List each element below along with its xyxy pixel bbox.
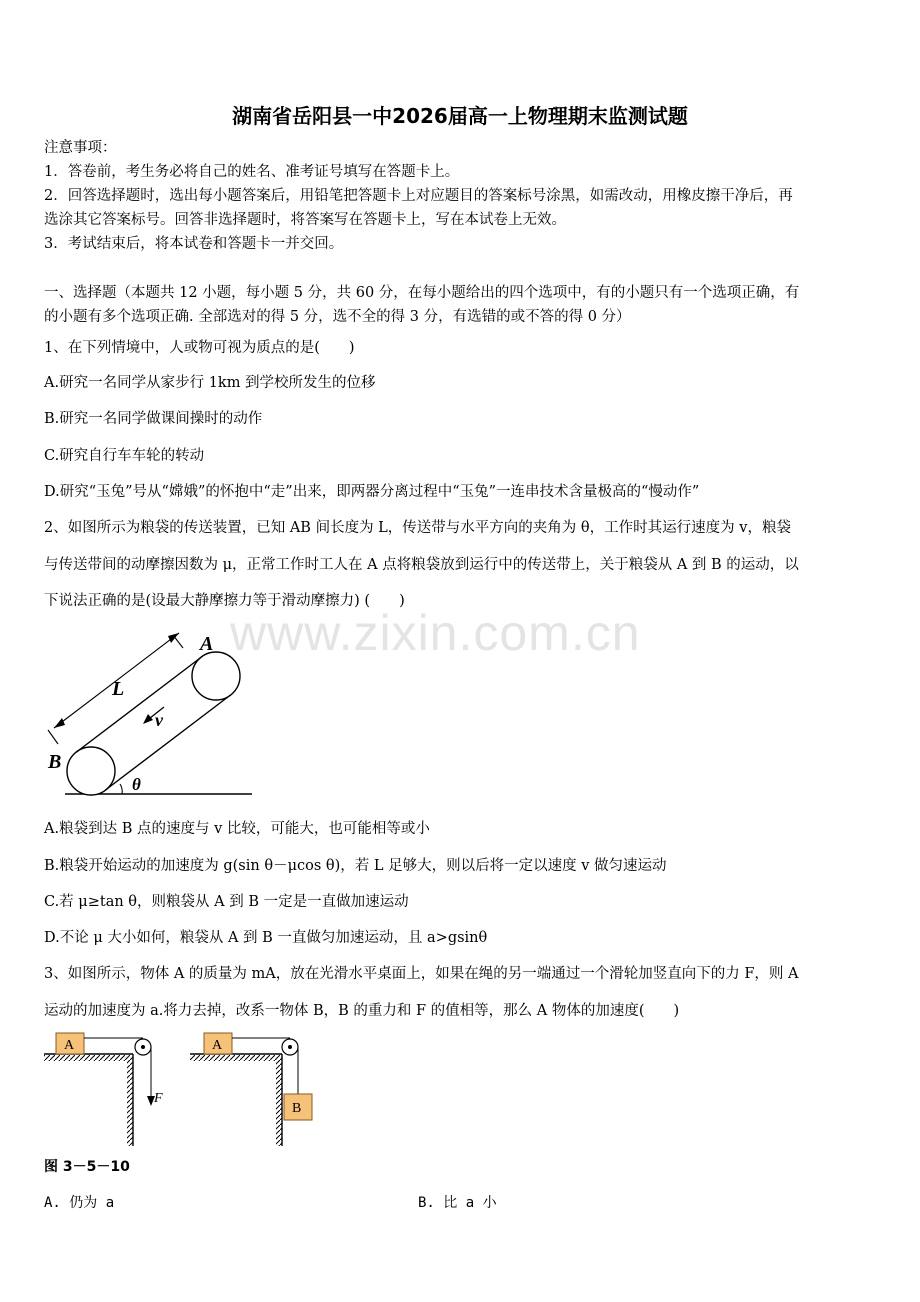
- force-label: F: [154, 1091, 163, 1106]
- q3-stem-line2: 运动的加速度为 a.将力去掉，改系一物体 B，B 的重力和 F 的值相等，那么 A 物体的加速度( ): [44, 1003, 680, 1019]
- conveyor-figure: [40, 628, 260, 800]
- q3-option-a: A. 仍为 a: [44, 1195, 115, 1211]
- wall-hatch: [127, 1060, 133, 1146]
- q2-stem-line1: 2、如图所示为粮袋的传送装置，已知 AB 间长度为 L，传送带与水平方向的夹角为 θ，工作时其运行速度为 v，粮袋: [44, 520, 791, 536]
- notice-item: 1．答卷前，考生务必将自己的姓名、准考证号填写在答题卡上。: [44, 164, 460, 180]
- table-hatch: [44, 1055, 133, 1061]
- angle-arc: [120, 784, 122, 794]
- wall-hatch: [276, 1060, 282, 1146]
- notice-item: 2．回答选择题时，选出每小题答案后，用铅笔把答题卡上对应题目的答案标号涂黑，如需改动，用橡皮擦干净后，再: [44, 188, 793, 204]
- velocity-arrowhead: [143, 714, 153, 724]
- label-l: L: [112, 678, 125, 700]
- table-hatch: [190, 1055, 282, 1061]
- q2-option-c: C.若 μ≥tan θ，则粮袋从 A 到 B 一定是一直做加速运动: [44, 894, 409, 910]
- belt-top: [77, 657, 202, 752]
- q2-option-a: A.粮袋到达 B 点的速度与 v 比较，可能大，也可能相等或小: [44, 821, 430, 837]
- figure-caption: 图 3－5－10: [44, 1159, 130, 1175]
- q1-option-d: D.研究“玉兔”号从“嫦娥”的怀抱中“走”出来，即两器分离过程中“玉兔”一连串技术含量极高的“慢动作”: [44, 484, 700, 500]
- setup-with-block-b: [190, 1033, 312, 1146]
- q2-option-b: B.粮袋开始运动的加速度为 g(sin θ－μcos θ)，若 L 足够大，则以后将一定以速度 v 做匀速运动: [44, 858, 667, 874]
- q3-stem-line1: 3、如图所示，物体 A 的质量为 mA，放在光滑水平桌面上，如果在绳的另一端通过一个滑轮加竖直向下的力 F，则 A: [44, 966, 799, 982]
- label-theta: θ: [132, 775, 141, 794]
- notice-item: 选涂其它答案标号。回答非选择题时，将答案写在答题卡上，写在本试卷上无效。: [44, 212, 566, 228]
- label-b: B: [48, 751, 62, 773]
- pulley-figure: [40, 1030, 340, 1150]
- q3-option-b: B. 比 a 小: [418, 1195, 497, 1211]
- notice-heading: 注意事项：: [44, 140, 117, 156]
- label-a: A: [200, 633, 214, 655]
- block-a-label: A: [212, 1038, 223, 1053]
- pulley-axle: [141, 1045, 145, 1049]
- length-arrow-b: [54, 718, 65, 728]
- section-heading-cont: 的小题有多个选项正确. 全部选对的得 5 分，选不全的得 3 分，有选错的或不答的得 0 分）: [44, 309, 631, 325]
- section-heading: 一、选择题（本题共 12 小题，每小题 5 分，共 60 分，在每小题给出的四个选项中，有的小题只有一个选项正确，有: [44, 285, 800, 301]
- q1-option-c: C.研究自行车车轮的转动: [44, 448, 205, 464]
- setup-with-force: [44, 1033, 163, 1146]
- watermark: www.zixin.com.cn: [230, 605, 641, 661]
- belt-bottom: [106, 695, 231, 790]
- notice-item: 3．考试结束后，将本试卷和答题卡一并交回。: [44, 236, 344, 252]
- page-title: 湖南省岳阳县一中2026届高一上物理期末监测试题: [232, 104, 688, 128]
- label-v: v: [155, 710, 163, 730]
- pulley-axle: [288, 1045, 292, 1049]
- q2-stem-line2: 与传送带间的动摩擦因数为 μ，正常工作时工人在 A 点将粮袋放到运行中的传送带上，关于粮袋从 A 到 B 的运动，以: [44, 557, 799, 573]
- q1-option-a: A.研究一名同学从家步行 1km 到学校所发生的位移: [44, 375, 376, 391]
- block-b-label: B: [292, 1101, 302, 1116]
- length-tick-b: [48, 730, 58, 744]
- q1-stem: 1、在下列情境中，人或物可视为质点的是( ): [44, 340, 355, 356]
- q2-option-d: D.不论 μ 大小如何，粮袋从 A 到 B 一直做匀加速运动，且 a>gsinθ: [44, 930, 488, 946]
- q2-stem-line3: 下说法正确的是(设最大静摩擦力等于滑动摩擦力) ( ): [44, 593, 405, 609]
- block-a-label: A: [64, 1038, 75, 1053]
- q1-option-b: B.研究一名同学做课间操时的动作: [44, 411, 263, 427]
